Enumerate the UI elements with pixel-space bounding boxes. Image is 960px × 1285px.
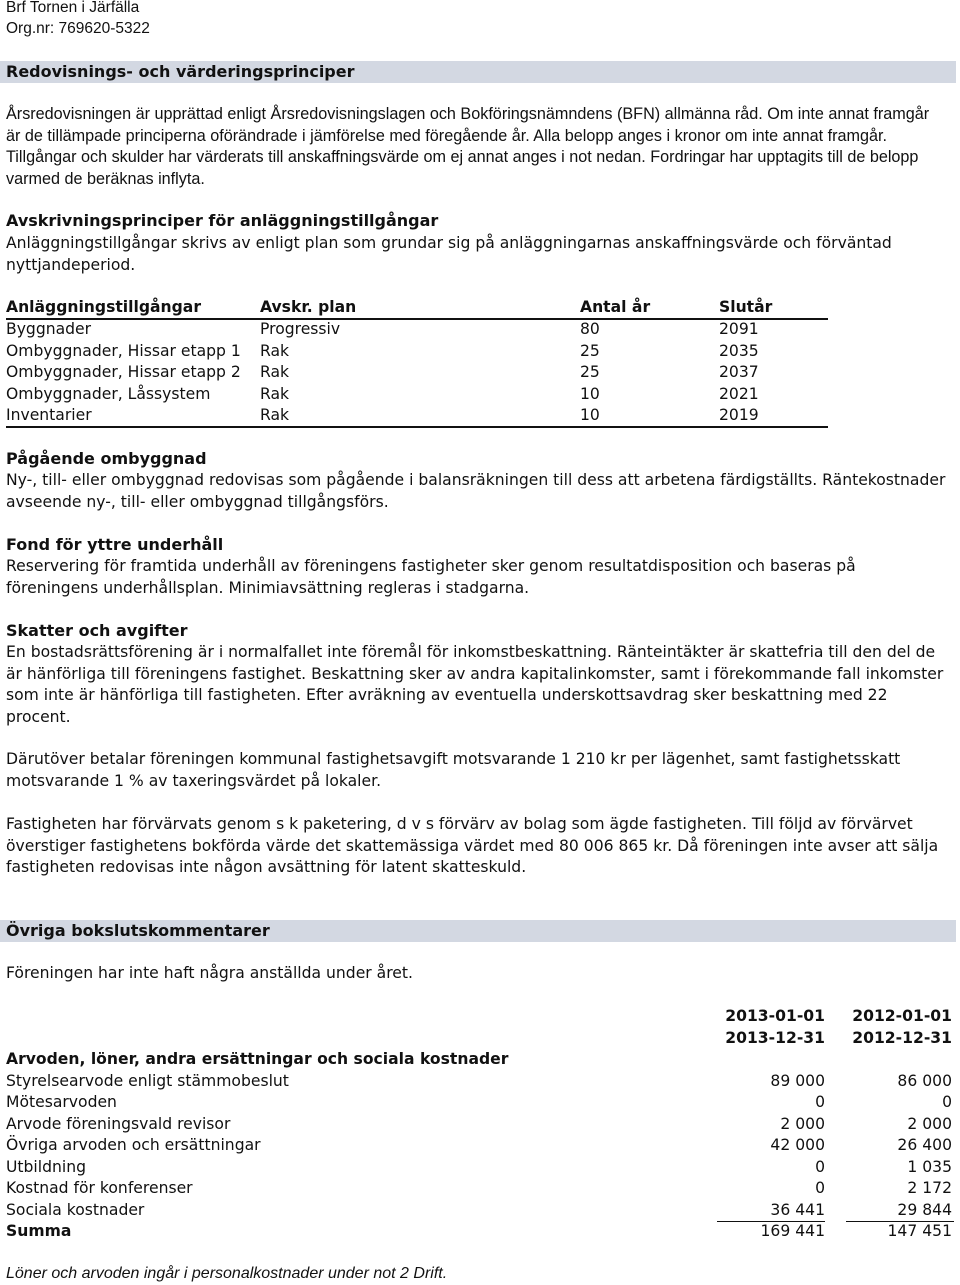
- period1-end: 2013-12-31: [725, 1029, 825, 1047]
- sum-value-2013: 169 441: [760, 1222, 825, 1240]
- header-end-year: Slutår: [719, 298, 773, 316]
- cost-label: Mötesarvoden: [6, 1093, 117, 1111]
- cost-value-2013: 0: [815, 1179, 825, 1197]
- sum-row: [6, 1221, 954, 1243]
- asset-years: 25: [580, 363, 600, 381]
- cost-row: [6, 1135, 954, 1157]
- cost-value-2013: 2 000: [780, 1114, 825, 1133]
- asset-name: Inventarier: [6, 406, 92, 424]
- cost-row: [6, 1157, 954, 1179]
- cost-label: Övriga arvoden och ersättningar: [6, 1136, 261, 1154]
- depreciation-text: Anläggningstillgångar skrivs av enligt plan som grundar sig på anläggningarnas anskaffningsvärde och förväntad nyttjandeperiod.: [6, 234, 892, 274]
- cost-value-2013: 42 000: [770, 1136, 825, 1154]
- sum-label: Summa: [6, 1222, 72, 1240]
- asset-name: Ombyggnader, Hissar etapp 1: [6, 341, 241, 360]
- table-row: [6, 319, 828, 341]
- asset-end-year: 2037: [719, 363, 759, 381]
- fund-heading: Fond för yttre underhåll: [6, 535, 224, 554]
- tax-heading: Skatter och avgifter: [6, 621, 188, 640]
- cost-value-2012: 2 172: [907, 1179, 952, 1197]
- cost-row: [6, 1114, 954, 1136]
- cost-value-2012: 0: [942, 1093, 952, 1111]
- section-band-other-comments: Övriga bokslutskommentarer: [0, 920, 956, 942]
- cost-value-2013: 36 441: [770, 1200, 825, 1219]
- section-band-accounting-principles: Redovisnings- och värderingsprinciper: [0, 61, 956, 83]
- cost-value-2012: 1 035: [907, 1157, 952, 1176]
- period2-end: 2012-12-31: [852, 1029, 952, 1047]
- table-bottom-rule: [6, 426, 828, 428]
- asset-plan: Rak: [260, 341, 290, 360]
- cost-label: Arvode föreningsvald revisor: [6, 1114, 231, 1133]
- cost-label: Styrelsearvode enligt stämmobeslut: [6, 1071, 289, 1090]
- period2-start: 2012-01-01: [852, 1007, 952, 1025]
- asset-end-year: 2019: [719, 406, 759, 424]
- tax-text-1: En bostadsrättsförening är i normalfallet inte föremål för inkomstbeskattning. Ränteintäkter är skattefria till den del de är hänförliga till föreningens fastighet. Beskattning sker av andra kapitalinkomster, samt i förekommande fall inkomster som inte är hänförliga till fastigheten. Efter avräkning av eventuella underskottsavdrag sker beskattning med 22 procent.: [6, 643, 944, 726]
- table-row: [6, 405, 828, 427]
- asset-end-year: 2021: [719, 384, 759, 403]
- table-row: [6, 384, 828, 406]
- cost-label: Sociala kostnader: [6, 1200, 145, 1219]
- org-name: Brf Tornen i Järfälla: [6, 0, 140, 16]
- fund-text: Reservering för framtida underhåll av föreningens fastigheter sker genom resultatdisposition och baseras på föreningens underhållsplan. Minimiavsättning regleras i stadgarna.: [6, 557, 856, 597]
- employees-text: Föreningen har inte haft några anställda under året.: [6, 964, 413, 982]
- cost-value-2012: 29 844: [897, 1200, 952, 1219]
- cost-value-2013: 89 000: [770, 1071, 825, 1090]
- ongoing-text: Ny-, till- eller ombyggnad redovisas som pågående i balansräkningen till dess att arbetena färdigställts. Räntekostnader avseende ny-, till- eller ombyggnad tillgångsförs.: [6, 471, 946, 511]
- table-row: [6, 362, 828, 384]
- asset-years: 80: [580, 320, 600, 338]
- header-plan: Avskr. plan: [260, 298, 357, 316]
- cost-value-2012: 2 000: [907, 1114, 952, 1133]
- cost-row: [6, 1071, 954, 1093]
- group-heading-label: Arvoden, löner, andra ersättningar och sociala kostnader: [6, 1050, 509, 1068]
- cost-label: Utbildning: [6, 1157, 86, 1176]
- asset-name: Ombyggnader, Hissar etapp 2: [6, 363, 241, 381]
- period1-start: 2013-01-01: [725, 1007, 825, 1025]
- asset-plan: Progressiv: [260, 320, 341, 338]
- cost-row: [6, 1092, 954, 1114]
- asset-name: Ombyggnader, Låssystem: [6, 384, 211, 403]
- cost-row: [6, 1178, 954, 1200]
- ongoing-heading: Pågående ombyggnad: [6, 449, 207, 468]
- table-row: [6, 341, 828, 363]
- org-number: Org.nr: 769620-5322: [6, 20, 150, 37]
- sum-value-2012: 147 451: [887, 1222, 952, 1240]
- asset-plan: Rak: [260, 384, 290, 403]
- tax-text-2: Därutöver betalar föreningen kommunal fastighetsavgift motsvarande 1 210 kr per lägenhet, samt fastighetsskatt motsvarande 1 % av taxeringsvärdet på lokaler.: [6, 750, 901, 790]
- asset-plan: Rak: [260, 363, 290, 381]
- intro-paragraph: Årsredovisningen är upprättad enligt Årsredovisningslagen och Bokföringsnämndens (BFN) allmänna råd. Om inte annat framgår är de tillämpade principerna oförändrade i jämförelse med föregående år. Alla belopp anges i kronor om inte annat framgår. Tillgångar och skulder har värderats till anskaffningsvärde om ej annat anges i not nedan. Fordringar har upptagits till de belopp varmed de beräknas inflyta.: [6, 105, 930, 188]
- cost-value-2012: 86 000: [897, 1071, 952, 1090]
- asset-end-year: 2091: [719, 320, 759, 338]
- cost-label: Kostnad för konferenser: [6, 1179, 193, 1197]
- depreciation-heading: Avskrivningsprinciper för anläggningstillgångar: [6, 211, 439, 230]
- asset-years: 25: [580, 341, 600, 360]
- header-asset: Anläggningstillgångar: [6, 298, 202, 316]
- asset-years: 10: [580, 406, 600, 424]
- asset-plan: Rak: [260, 406, 290, 424]
- tax-text-3: Fastigheten har förvärvats genom s k paketering, d v s förvärv av bolag som ägde fastigheten. Till följd av förvärvet överstiger fastighetens bokförda värde det skattemässiga värdet med 80 006 865 kr. Då föreningen inte avser att sälja fastigheten redovisas inte någon avsättning för latent skatteskuld.: [6, 815, 939, 877]
- asset-years: 10: [580, 384, 600, 403]
- cost-value-2012: 26 400: [897, 1136, 952, 1154]
- asset-name: Byggnader: [6, 320, 92, 338]
- header-years: Antal år: [580, 298, 651, 316]
- cost-value-2013: 0: [815, 1093, 825, 1111]
- cost-group-heading: [6, 1049, 954, 1071]
- asset-end-year: 2035: [719, 341, 759, 360]
- cost-value-2013: 0: [815, 1157, 825, 1176]
- period-end-row: [6, 1028, 954, 1050]
- cost-row: [6, 1200, 954, 1222]
- footnote: Löner och arvoden ingår i personalkostnader under not 2 Drift.: [6, 1265, 448, 1282]
- assets-table-header: [6, 297, 828, 319]
- period-start-row: [6, 1006, 954, 1028]
